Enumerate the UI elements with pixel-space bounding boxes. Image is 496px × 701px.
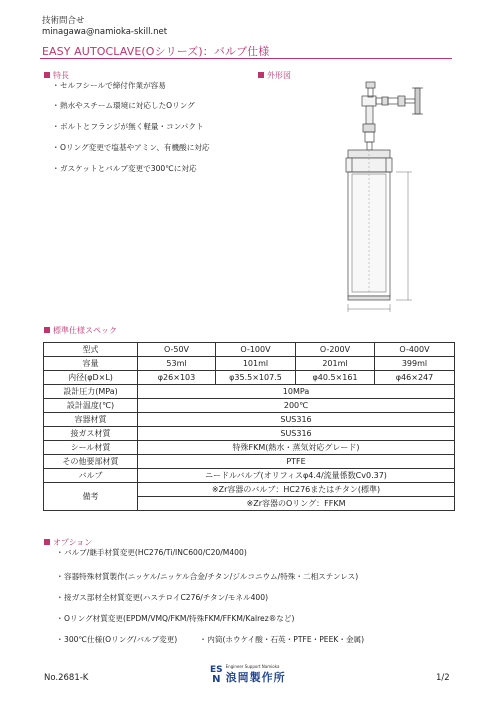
table-row — [44, 399, 455, 413]
features-heading: 特長 — [44, 70, 69, 81]
square-bullet-icon — [44, 539, 50, 545]
table-row — [44, 455, 455, 469]
table-row-label: シール材質 — [44, 441, 138, 455]
table-row-label: その他要部材質 — [44, 455, 138, 469]
table-row — [44, 469, 455, 483]
list-item: ・ボルトとフランジが無く軽量・コンパクト — [52, 122, 204, 131]
table-row-label: 容量 — [44, 357, 138, 371]
contact-email[interactable]: minagawa@namioka-skill.net — [42, 27, 168, 37]
table-row — [44, 357, 455, 371]
table-row-label: 設計圧力(MPa) — [44, 385, 138, 399]
square-bullet-icon — [44, 327, 50, 333]
model-cell: O-50V — [138, 343, 216, 357]
table-row — [44, 413, 455, 427]
list-item: ・接ガス部材全材質変更(ハステロイC276/チタン/モネル400) — [56, 593, 269, 602]
features-list — [52, 80, 210, 183]
table-row-label: 接ガス材質 — [44, 427, 138, 441]
list-item: ・Oリング材質変更(EPDM/VMQ/FKM/特殊FKM/FFKM/Kalrez®など) — [56, 614, 295, 623]
table-row — [44, 441, 455, 455]
list-item: ・セルフシールで締付作業が容易 — [52, 81, 166, 90]
contact-label: 技術問合せ — [42, 16, 85, 26]
document-number: No.2681-K — [44, 673, 89, 683]
logo-subtitle: Engineer Support Namioka — [225, 664, 280, 669]
table-row-value: ※Zr容器のOリング：FFKM — [138, 497, 455, 511]
table-row-value: PTFE — [138, 455, 455, 469]
table-row — [44, 343, 455, 357]
inner-size-cell: φ26×103 — [138, 371, 216, 385]
inner-size-cell: φ35.5×107.5 — [216, 371, 296, 385]
table-row-label: 容器材質 — [44, 413, 138, 427]
table-row — [44, 483, 455, 497]
drawing-heading: 外形図 — [258, 70, 291, 81]
table-row-label: バルブ — [44, 469, 138, 483]
table-row — [44, 371, 455, 385]
capacity-cell: 399ml — [375, 357, 455, 371]
table-row-value: 特殊FKM(熱水・蒸気対応グレード) — [138, 441, 455, 455]
capacity-cell: 201ml — [296, 357, 375, 371]
spec-table — [43, 342, 455, 511]
table-row-value: 200℃ — [138, 399, 455, 413]
table-row-value: ニードルバルブ(オリフィスφ4.4/流量係数Cv0.37) — [138, 469, 455, 483]
table-row-value: 10MPa — [138, 385, 455, 399]
spec-heading: 標準仕様スペック — [44, 325, 117, 336]
list-item: ・容器特殊材質製作(ニッケル/ニッケル合金/チタン/ジルコニウム/特殊・二相ステンレス) — [56, 572, 359, 581]
page-title: EASY AUTOCLAVE(Oシリーズ)：バルブ仕様 — [42, 45, 270, 58]
model-cell: O-100V — [216, 343, 296, 357]
square-bullet-icon — [44, 72, 50, 78]
options-list — [56, 547, 456, 654]
list-item: ・300℃仕様(Oリング/バルブ変更) ・内筒(ホウケイ酸・石英・PTFE・PEEK・金属) — [56, 635, 365, 644]
list-item: ・Oリング変更で塩基やアミン、有機酸に対応 — [52, 143, 210, 152]
table-row-value: SUS316 — [138, 413, 455, 427]
table-row-label: 内径(φD×L) — [44, 371, 138, 385]
table-row-label: 型式 — [44, 343, 138, 357]
outline-drawing — [300, 78, 460, 318]
table-row-value: SUS316 — [138, 427, 455, 441]
logo-name: 浪岡製作所 — [225, 671, 286, 684]
table-row — [44, 427, 455, 441]
capacity-cell: 101ml — [216, 357, 296, 371]
company-logo — [210, 664, 286, 685]
inner-size-cell: φ40.5×161 — [296, 371, 375, 385]
table-row-value: ※Zr容器のバルブ：HC276またはチタン(標準) — [138, 483, 455, 497]
capacity-cell: 53ml — [138, 357, 216, 371]
title-divider — [40, 58, 452, 59]
list-item: ・ガスケットとバルブ変更で300℃に対応 — [52, 164, 197, 173]
model-cell: O-200V — [296, 343, 375, 357]
inner-size-cell: φ46×247 — [375, 371, 455, 385]
options-heading: オプション — [44, 537, 92, 548]
table-row-label: 設計温度(℃) — [44, 399, 138, 413]
model-cell: O-400V — [375, 343, 455, 357]
contact-block — [42, 16, 167, 38]
table-row-label: 備考 — [44, 483, 138, 511]
list-item: ・バルブ/継手材質変更(HC276/Ti/INC600/C20/M400) — [56, 548, 247, 557]
logo-badge: ES N — [210, 664, 223, 685]
square-bullet-icon — [258, 72, 264, 78]
page-number: 1/2 — [436, 673, 450, 683]
list-item: ・熱水やスチーム環境に対応したOリング — [52, 101, 195, 110]
table-row — [44, 385, 455, 399]
